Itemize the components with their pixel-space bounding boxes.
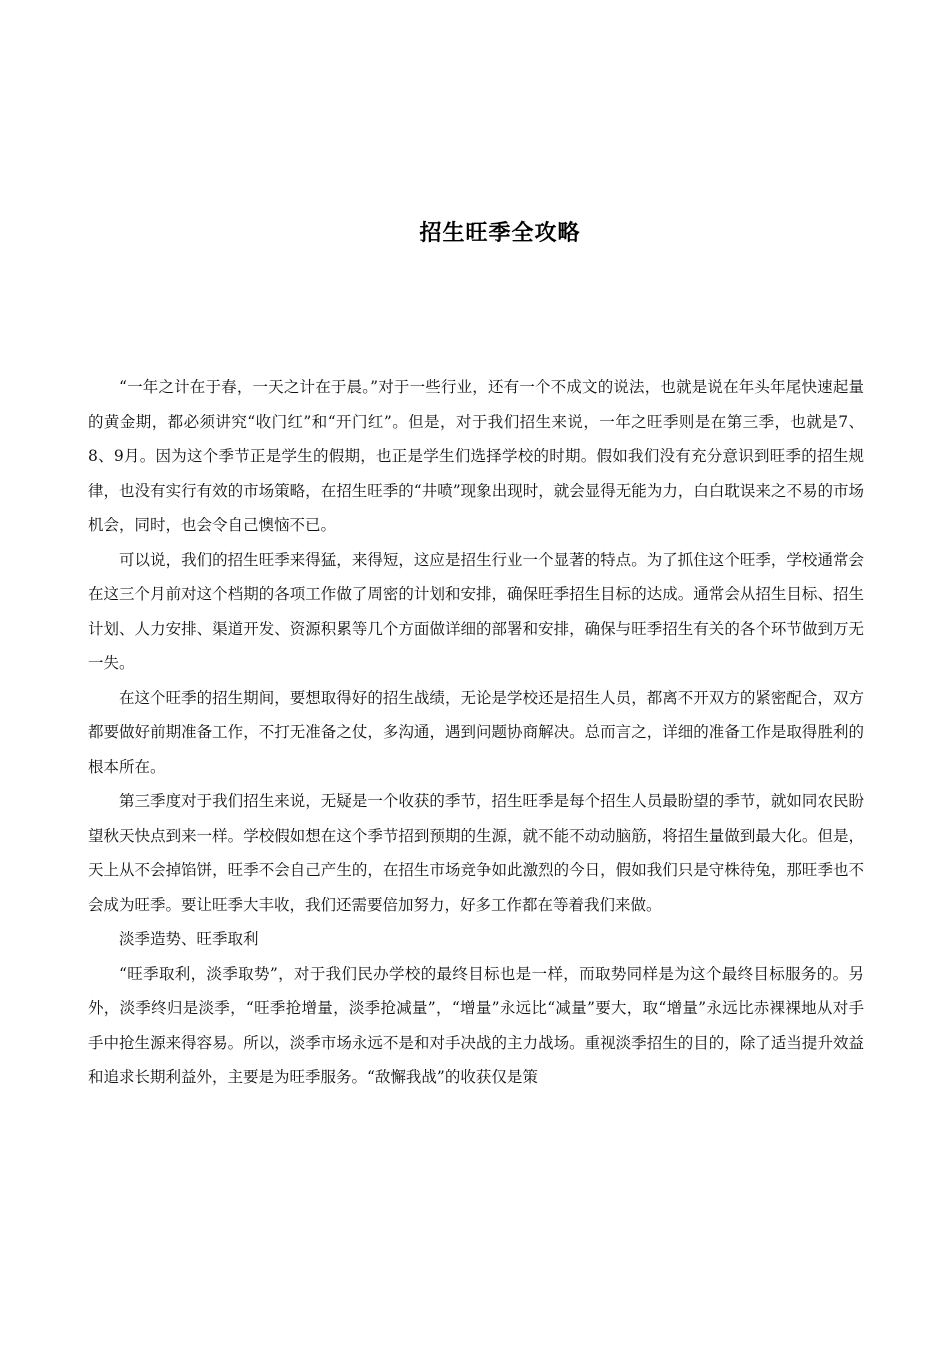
- paragraph: “一年之计在于春，一天之计在于晨。”对于一些行业，还有一个不成文的说法，也就是说在年头年尾快速起量的黄金期，都必须讲究“收门红”和“开门红”。但是，对于我们招生来说，一年之旺季则是在第三季，也就是7、8、9月。因为这个季节正是学生的假期，也正是学生们选择学校的时期。假如我们没有充分意识到旺季的招生规律，也没有实行有效的市场策略，在招生旺季的“井喷”现象出现时，就会显得无能为力，白白耽误来之不易的市场机会，同时，也会令自己懊恼不已。: [88, 378, 864, 534]
- paragraph: 可以说，我们的招生旺季来得猛，来得短，这应是招生行业一个显著的特点。为了抓住这个旺季，学校通常会在这三个月前对这个档期的各项工作做了周密的计划和安排，确保旺季招生目标的达成。通常会从招生目标、招生计划、人力安排、渠道开发、资源积累等几个方面做详细的部署和安排，确保与旺季招生有关的各个环节做到万无一失。: [88, 550, 864, 672]
- document-title: 招生旺季全攻略: [419, 221, 581, 246]
- paragraph: 第三季度对于我们招生来说，无疑是一个收获的季节，招生旺季是每个招生人员最盼望的季节，就如同农民盼望秋天快点到来一样。学校假如想在这个季节招到预期的生源，就不能不动动脑筋，将招生量做到最大化。但是，天上从不会掉馅饼，旺季不会自己产生的，在招生市场竞争如此激烈的今日，假如我们只是守株待兔，那旺季也不会成为旺季。要让旺季大丰收，我们还需要倍加努力，好多工作都在等着我们来做。: [88, 792, 864, 914]
- section-heading: 淡季造势、旺季取利: [119, 930, 259, 948]
- document-body: [88, 370, 864, 1095]
- paragraph: 在这个旺季的招生期间，要想取得好的招生战绩，无论是学校还是招生人员，都离不开双方的紧密配合，双方都要做好前期准备工作，不打无准备之仗，多沟通，遇到问题协商解决。总而言之，详细的准备工作是取得胜利的根本所在。: [88, 688, 864, 776]
- paragraph: “旺季取利，淡季取势”，对于我们民办学校的最终目标也是一样，而取势同样是为这个最终目标服务的。另外，淡季终归是淡季，“旺季抢增量，淡季抢减量”，“增量”永远比“减量”要大，取“增量”永远比赤裸裸地从对手手中抢生源来得容易。所以，淡季市场永远不是和对手决战的主力战场。重视淡季招生的目的，除了适当提升效益和追求长期利益外，主要是为旺季服务。“敌懈我战”的收获仅是策: [88, 964, 864, 1086]
